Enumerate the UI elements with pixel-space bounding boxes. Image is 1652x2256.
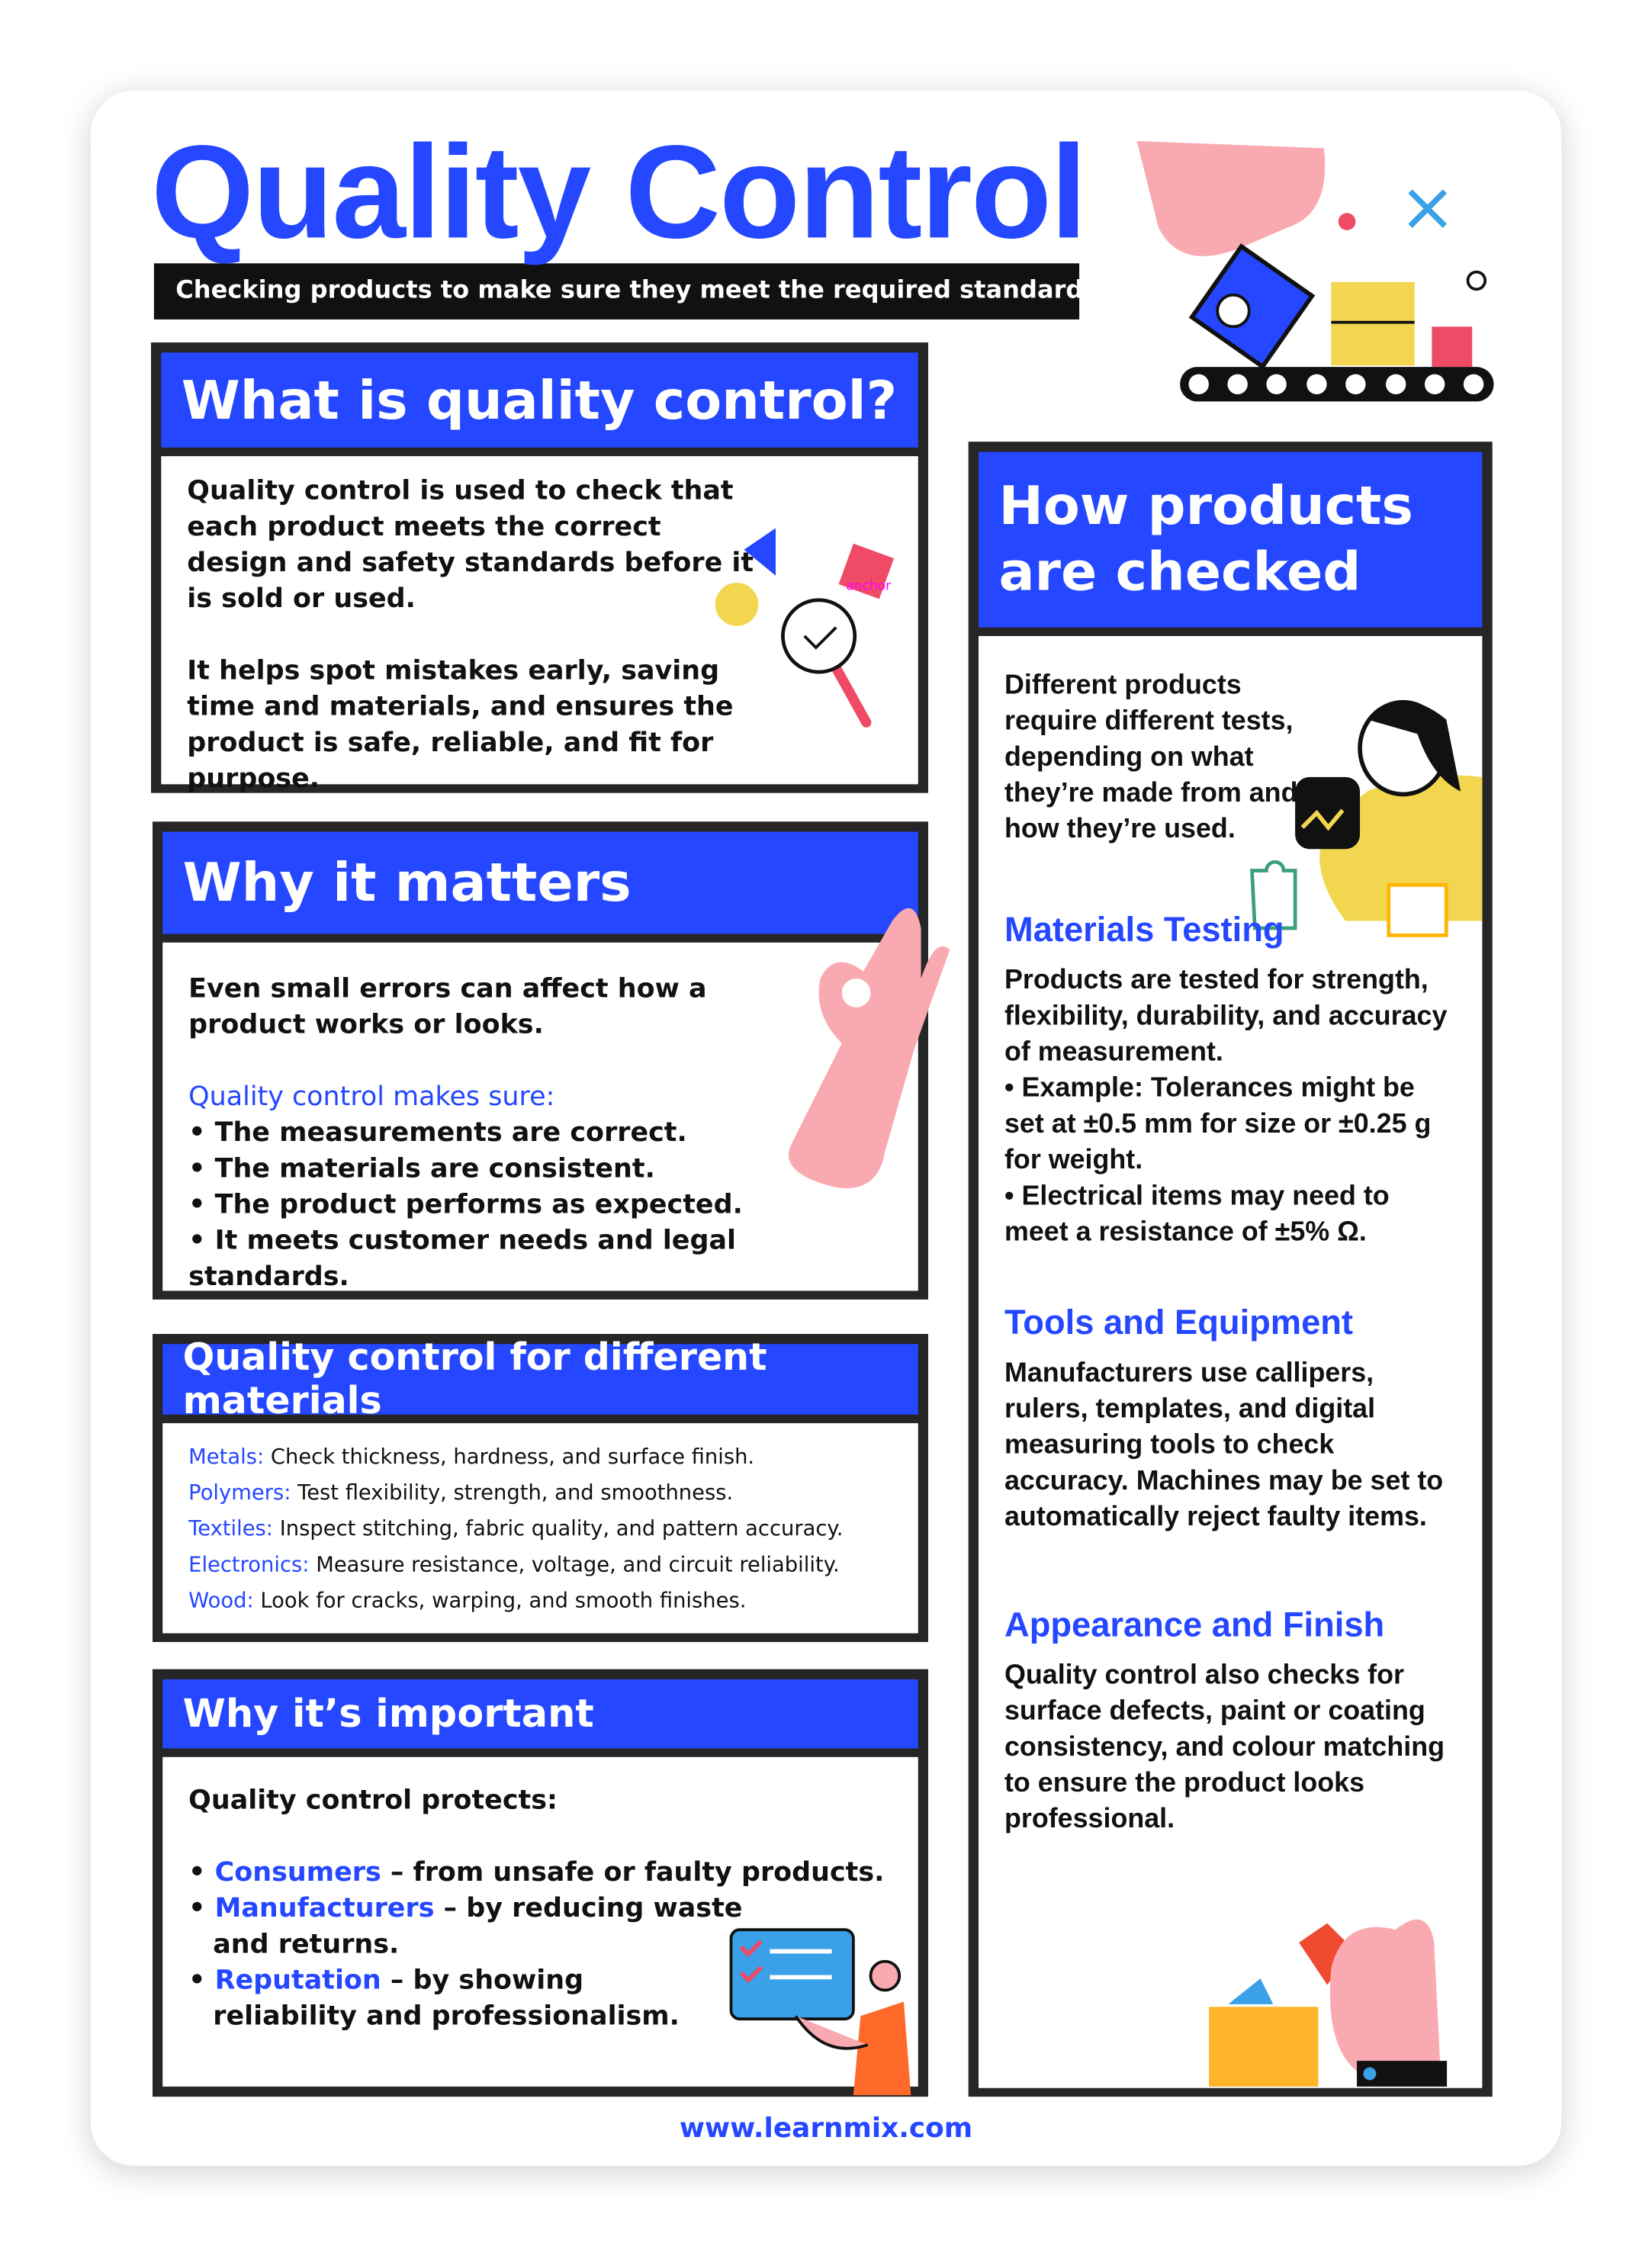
material-item <box>188 1477 892 1512</box>
stray-label: anchor <box>846 580 892 595</box>
bullet: • The product performs as expected. <box>188 1190 743 1221</box>
paragraph: Quality control protects: <box>188 1785 558 1817</box>
item-label: Manufacturers <box>214 1894 435 1924</box>
section-tools <box>1004 1305 1456 1535</box>
panel-body <box>979 636 1482 2088</box>
protect-item: • Consumers – from unsafe or faulty products. <box>188 1857 885 1888</box>
item-label: Consumers <box>214 1857 381 1888</box>
bullet: • The measurements are correct. <box>188 1118 687 1149</box>
item-text: Check thickness, hardness, and surface finish. <box>264 1446 755 1470</box>
item-label: Wood: <box>188 1589 254 1614</box>
conveyor-hand-illustration <box>1130 127 1496 414</box>
panel-heading: Why it matters <box>162 832 918 934</box>
item-label: Electronics: <box>188 1554 310 1577</box>
item-label: Polymers: <box>188 1482 291 1506</box>
panel-body <box>161 456 918 795</box>
subheading: Quality control makes sure: <box>188 1081 555 1113</box>
panel-heading: Quality control for different materials <box>162 1344 918 1414</box>
material-item <box>188 1548 892 1584</box>
section-title: Appearance and Finish <box>1004 1605 1385 1645</box>
paragraph: • Example: Tolerances might be set at ±0.5 mm for size or ±0.25 g for weight. <box>1004 1073 1432 1176</box>
paragraph: Quality control also checks for surface defects, paint or coating consistency, and colour matching to ensure the product looks professional. <box>1004 1660 1445 1835</box>
what-is-qc-panel <box>151 342 928 793</box>
protect-item: • Manufacturers – by reducing waste and returns. <box>188 1894 743 1960</box>
paragraph: Different products require different tests, depending on what they’re made from and how they’re used. <box>1004 670 1298 845</box>
item-text: Test flexibility, strength, and smoothness. <box>291 1482 734 1506</box>
section-title: Materials Testing <box>1004 911 1284 950</box>
item-text: – by showing reliability and professionalism. <box>213 1965 680 2033</box>
paragraph: Even small errors can affect how a product works or looks. <box>188 974 707 1041</box>
item-label: Reputation <box>214 1965 381 1996</box>
panel-heading: Why it’s important <box>162 1679 918 1749</box>
item-label: Textiles: <box>188 1518 274 1541</box>
bullet: • The materials are consistent. <box>188 1154 655 1184</box>
item-label: Metals: <box>188 1446 265 1470</box>
item-text: Measure resistance, voltage, and circuit reliability. <box>309 1554 840 1577</box>
panel-heading: How products are checked <box>979 452 1482 627</box>
paragraph: Products are tested for strength, flexibility, durability, and accuracy of measurement. <box>1004 966 1448 1069</box>
bullet: • It meets customer needs and legal standards. <box>188 1226 737 1293</box>
paragraph: It helps spot mistakes early, saving time and materials, and ensures the product is safe, reliable, and fit for purpose. <box>187 656 734 795</box>
how-checked-panel <box>969 442 1493 2097</box>
item-text: – from unsafe or faulty products. <box>381 1857 885 1888</box>
section-materials-testing <box>1004 912 1456 1250</box>
material-item <box>188 1512 892 1548</box>
section-title: Tools and Equipment <box>1004 1303 1354 1343</box>
paragraph: Quality control is used to check that each product meets the correct design and safety standards before it is sold or used. <box>187 476 754 615</box>
item-text: Inspect stitching, fabric quality, and pattern accuracy. <box>273 1518 844 1541</box>
why-important-panel <box>153 1670 928 2097</box>
item-text: – by reducing waste and returns. <box>213 1894 743 1960</box>
section-appearance <box>1004 1605 1456 1838</box>
materials-panel <box>153 1334 928 1642</box>
subtitle-bar: Checking products to make sure they meet the required standards. <box>154 263 1079 320</box>
paragraph: Manufacturers use callipers, rulers, templates, and digital measuring tools to check accuracy. Machines may be set to automatically reject faulty items. <box>1004 1358 1444 1533</box>
panel-heading: What is quality control? <box>161 352 918 448</box>
material-item <box>188 1584 892 1620</box>
page-title: Quality Control <box>151 119 1086 267</box>
material-item <box>188 1441 892 1477</box>
hand-box-illustration <box>1188 1917 1475 2087</box>
panel-body <box>162 1423 918 1633</box>
protect-item: • Reputation – by showing reliability and professionalism. <box>188 1965 680 2033</box>
panel-body <box>162 1757 918 2087</box>
footer-url[interactable]: www.learnmix.com <box>679 2112 973 2145</box>
item-text: Look for cracks, warping, and smooth finishes. <box>253 1589 747 1614</box>
paragraph: • Electrical items may need to meet a resistance of ±5% Ω. <box>1004 1181 1390 1248</box>
